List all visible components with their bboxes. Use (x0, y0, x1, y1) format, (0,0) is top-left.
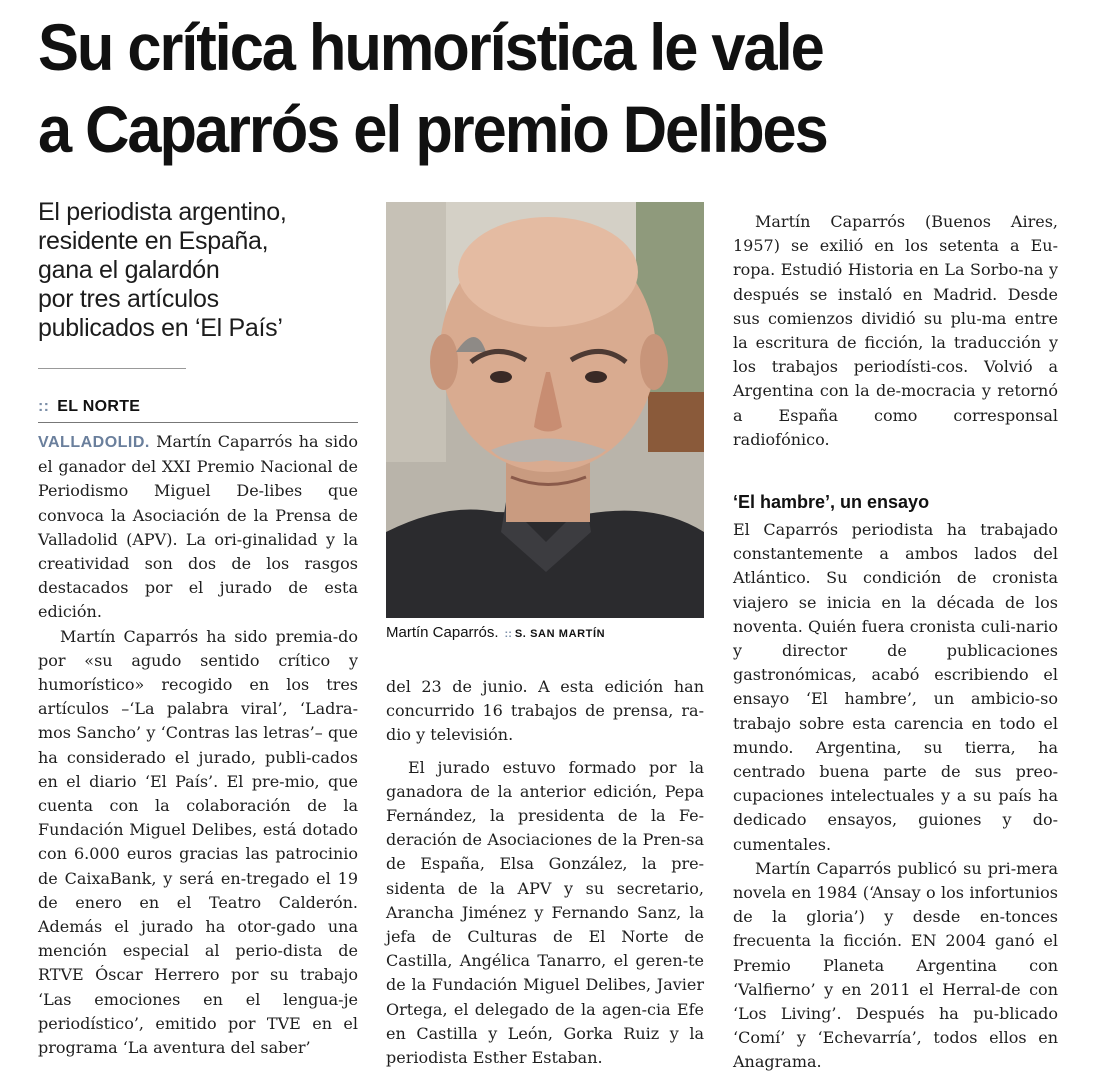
paragraph (38, 430, 358, 625)
paragraph: del 23 de junio. A esta edición han concurrido 16 trabajos de prensa, ra-dio y televisión. (386, 677, 704, 745)
deck-line: publicados en ‘El País’ (38, 314, 283, 342)
photo-caption (386, 624, 704, 641)
headline-line-2: a Caparrós el premio Delibes (38, 92, 827, 166)
deck-line: residente en España, (38, 227, 269, 255)
source-name: EL NORTE (57, 398, 141, 415)
deck-line: El periodista argentino, (38, 198, 287, 226)
portrait-photo-image (386, 202, 704, 618)
dateline: VALLADOLID. (38, 434, 150, 451)
bullet-dots-icon: :: (504, 628, 512, 640)
paragraph: Martín Caparrós publicó su pri-mera novela en 1984 (‘Ansay o los infortunios de la gloria’) y desde en-tonces frecuenta la ficción. EN 2004 ganó el Premio Planeta Argentina con ‘Valfierno’ y en 2011 el Herral-de con ‘Los Living’. Después ha pu-blicado ‘Comí’ y ‘Echevarría’, todos ellos en Anagrama. (733, 858, 1058, 1072)
paragraph: El Caparrós periodista ha trabajado constantemente a ambos lados del Atlántico. Su condición de cronista viajero se inicia en la década de los noventa. Quién fuera cronista culi-nario y director de publicaciones gastronómicas, acabó escribiendo el ensayo ‘El hambre’, un ambicio-so trabajo sobre esta carencia en todo el mundo. Argentina, su tierra, ha centrado buena parte de sus preo-cupaciones intelectuales y a su país ha dedicado ensayos, guiones y do-cumentales. (733, 520, 1058, 854)
portrait-photo (386, 202, 704, 618)
bullet-dots-icon: :: (38, 398, 50, 415)
article-column-1 (38, 430, 358, 1060)
headline-line-1: Su crítica humorística le vale (38, 10, 823, 84)
headline (38, 6, 1005, 170)
paragraph: El jurado estuvo formado por la ganadora de la anterior edición, Pepa Fernández, la presidenta de la Fe-deración de Asociaciones de la Pren-sa de España, Elsa González, la pre-sidenta de la APV y su secretario, Arancha Jiménez y Fernando Sanz, la jefa de Culturas de El Norte de Castilla, Angélica Tanarro, el geren-te de la Fundación Miguel Delibes, Javier Ortega, el delegado de la agen-cia Efe en Castilla y León, Gorka Ruiz y la periodista Esther Estaban. (386, 757, 704, 1068)
paragraph: Martín Caparrós ha sido premia-do por «su agudo sentido crítico y humorístico» recogido en los tres artículos –‘La palabra viral’, ‘Ladra-mos Sancho’ y ‘Contras las letras’– que ha considerado el jurado, publi-cados en el diario ‘El País’. El pre-mio, que cuenta con la colaboración de la Fundación Miguel Delibes, está dotado con 6.000 euros gracias las patrocinio de CaixaBank, y será en-tregado el 19 de enero en el Teatro Calderón. Además el jurado ha otor-gado una mención especial al perio-dista de RTVE Óscar Herrero por su trabajo ‘Las emociones en el lengua-je periodístico’, emitido por TVE en el programa ‘La aventura del saber’ (38, 626, 358, 1058)
paragraph-text: Martín Caparrós ha sido el ganador del XXI Premio Nacional de Periodismo Miguel De-libes que convoca la Asociación de la Prensa de Valladolid (APV). La ori-ginalidad y la creatividad son dos de los rasgos destacados por el jurado de esta edición. (38, 432, 358, 622)
article-column-2 (386, 675, 704, 1070)
article-column-3 (733, 210, 1058, 452)
article-column-3-continued (733, 476, 1058, 1075)
section-subheading: ‘El hambre’, un ensayo (733, 492, 930, 512)
source-byline (38, 398, 358, 423)
caption-text: Martín Caparrós. (386, 624, 499, 641)
deck-line: por tres artículos (38, 285, 219, 313)
deck-line: gana el galardón (38, 256, 220, 284)
subheadline-deck (38, 198, 358, 343)
photo-credit: S. SAN MARTÍN (514, 628, 606, 640)
paragraph: Martín Caparrós (Buenos Aires, 1957) se exilió en los setenta a Eu-ropa. Estudió Historia en La Sorbo-na y después se instaló en Madrid. Desde sus comienzos dividió su plu-ma entre la escritura de ficción, la traducción y los trabajos periodísti-cos. Volvió a Argentina con la de-mocracia y retornó a España como corresponsal radiofónico. (733, 212, 1058, 449)
deck-divider (38, 368, 186, 369)
